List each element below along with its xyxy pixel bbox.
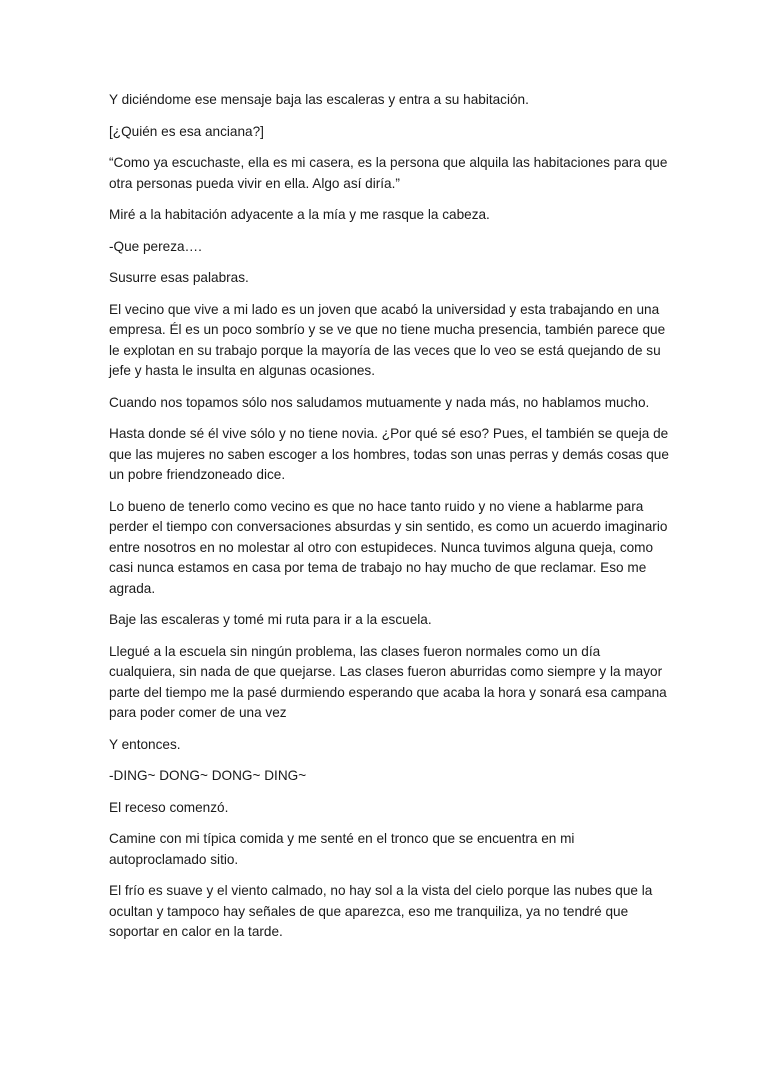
paragraph-8: Cuando nos topamos sólo nos saludamos mutuamente y nada más, no hablamos mucho. [109,394,650,410]
paragraph-2: [¿Quién es esa anciana?] [109,123,264,139]
document-body [109,90,669,954]
paragraph-14: -DING~ DONG~ DONG~ DING~ [109,768,307,783]
paragraph-11: Baje las escaleras y tomé mi ruta para ir a la escuela. [109,612,432,627]
paragraph-4: Miré a la habitación adyacente a la mía y me rasque la cabeza. [109,207,490,222]
paragraph-10: Lo bueno de tenerlo como vecino es que no hace tanto ruido y no viene a hablarme para perder el tiempo con conversaciones absurdas y sin sentido, es como un acuerdo imaginario entre nosotros en no molestar al otro con estupideces. Nunca tuvimos alguna queja, como casi nunca estamos en casa por tema de trabajo no hay mucho de que reclamar. Eso me agrada. [109,498,668,596]
paragraph-13: Y entonces. [109,736,181,752]
paragraph-9: Hasta donde sé él vive sólo y no tiene novia. ¿Por qué sé eso? Pues, el también se queja de que las mujeres no saben escoger a los hombres, todas son unas perras y demás cosas que un pobre friendzoneado dice. [109,426,669,482]
paragraph-16: Camine con mi típica comida y me senté en el tronco que se encuentra en mi autoproclamado sitio. [109,831,575,867]
paragraph-3: “Como ya escuchaste, ella es mi casera, es la persona que alquila las habitaciones para que otra personas pueda vivir en ella. Algo así diría.” [109,155,668,191]
paragraph-17: El frío es suave y el viento calmado, no hay sol a la vista del cielo porque las nubes que la ocultan y tampoco hay señales de que aparezca, eso me tranquiliza, ya no tendré que soportar en calor en la tarde. [109,883,653,939]
paragraph-7: El vecino que vive a mi lado es un joven que acabó la universidad y esta trabajando en una empresa. Él es un poco sombrío y se ve que no tiene mucha presencia, también parece que le explotan en su trabajo porque la mayoría de las veces que lo veo se está quejando de su jefe y hasta le insulta en algunas ocasiones. [109,301,666,378]
paragraph-12: Llegué a la escuela sin ningún problema, las clases fueron normales como un día cualquiera, sin nada de que quejarse. Las clases fueron aburridas como siempre y la mayor parte del tiempo me la pasé durmiendo esperando que acaba la hora y sonará esa campana para poder comer de una vez [109,643,667,720]
paragraph-6: Susurre esas palabras. [109,270,249,285]
paragraph-15: El receso comenzó. [109,799,229,815]
paragraph-5: -Que pereza…. [109,238,202,254]
paragraph-1: Y diciéndome ese mensaje baja las escaleras y entra a su habitación. [109,92,529,107]
